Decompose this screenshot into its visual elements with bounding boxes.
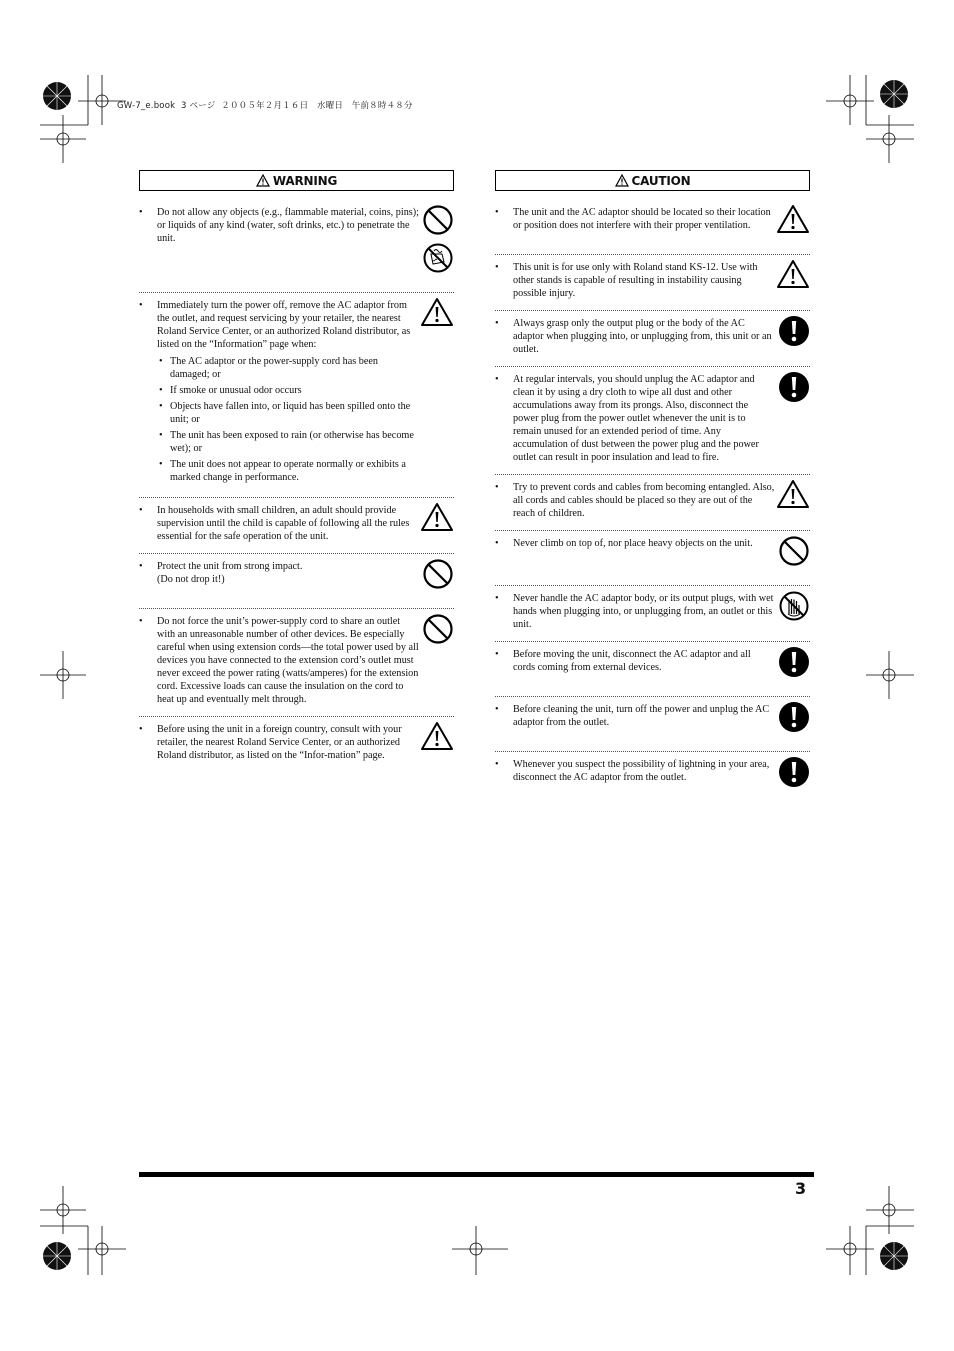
warning-heading-label: WARNING xyxy=(272,173,338,188)
prohibited-icon xyxy=(422,558,454,590)
mandatory-action-icon xyxy=(778,756,810,788)
warning-section xyxy=(139,170,454,772)
warning-subitem: • The AC adaptor or the power-supply cord has been damaged; or xyxy=(157,355,419,381)
caution-item-icons xyxy=(776,204,810,234)
warning-item xyxy=(139,200,454,293)
warning-item-text xyxy=(157,206,419,245)
mandatory-action-icon xyxy=(778,371,810,403)
caution-item-text xyxy=(513,373,775,464)
caution-item-icons xyxy=(776,259,810,289)
warning-heading xyxy=(139,170,454,191)
warning-item-icons xyxy=(422,558,454,590)
warning-subitem: • The unit has been exposed to rain (or otherwise has become wet); or xyxy=(157,429,419,455)
caution-item-text xyxy=(513,206,775,232)
warning-item-icons xyxy=(422,204,454,274)
prohibited-icon xyxy=(778,535,810,567)
caution-item-text xyxy=(513,317,775,356)
caution-item-label: The unit and the AC adaptor should be located so their location or position does not interfere with their proper ventilation. xyxy=(513,207,771,231)
warning-item-text xyxy=(157,504,419,543)
caution-item xyxy=(495,367,810,475)
caution-heading-label: CAUTION xyxy=(631,173,691,188)
warning-item-icons xyxy=(422,613,454,645)
caution-item-label: This unit is for use only with Roland stand KS-12. Use with other stands is capable of resulting in instability causing possible injury. xyxy=(513,262,758,299)
warning-subitem: • The unit does not appear to operate normally or exhibits a marked change in performance. xyxy=(157,458,419,484)
print-header: GW-7_e.book 3 ページ ２００５年２月１６日 水曜日 午前８時４８分 xyxy=(117,101,413,111)
warning-triangle-icon xyxy=(776,479,810,509)
caution-item-text xyxy=(513,703,775,729)
no-wet-hands-icon xyxy=(778,590,810,622)
warning-triangle-icon xyxy=(776,204,810,234)
caution-item xyxy=(495,586,810,642)
caution-item xyxy=(495,752,810,806)
warning-item xyxy=(139,717,454,772)
caution-item-icons xyxy=(778,371,810,403)
caution-section xyxy=(495,170,810,806)
warning-item xyxy=(139,609,454,717)
prohibited-icon xyxy=(422,613,454,645)
caution-item-label: Never handle the AC adaptor body, or its output plugs, with wet hands when plugging into, or unplugging from, an outlet or this unit. xyxy=(513,593,774,630)
caution-item xyxy=(495,255,810,311)
caution-item-icons xyxy=(778,590,810,622)
caution-item-text xyxy=(513,592,775,631)
warning-item-icons xyxy=(420,721,454,751)
caution-item-label: Never climb on top of, nor place heavy objects on the unit. xyxy=(513,538,753,549)
mandatory-action-icon xyxy=(778,315,810,347)
caution-item-label: Before moving the unit, disconnect the AC adaptor and all cords coming from external devices. xyxy=(513,649,751,673)
warning-item-text xyxy=(157,615,419,706)
caution-item-icons xyxy=(778,315,810,347)
caution-list xyxy=(495,200,810,806)
caution-item-label: Before cleaning the unit, turn off the power and unplug the AC adaptor from the outlet. xyxy=(513,704,770,728)
mandatory-action-icon xyxy=(778,701,810,733)
caution-item xyxy=(495,200,810,255)
warning-item-text xyxy=(157,560,419,586)
warning-triangle-icon xyxy=(420,297,454,327)
warning-item-label: Do not force the unit’s power-supply cord to share an outlet with an unreasonable number of other devices. Be especially careful when using extension cords—the total power used by all devices you have connected to the extension cord’s outlet must never exceed the power rating (watts/amperes) for the extension cord. Excessive loads can cause the insulation on the cord to heat up and eventually melt through. xyxy=(157,616,419,705)
caution-item-label: Always grasp only the output plug or the body of the AC adaptor when plugging into, or unplugging from, this unit or an outlet. xyxy=(513,318,772,355)
warning-triangle-icon xyxy=(420,721,454,751)
warning-triangle-icon xyxy=(256,174,270,187)
warning-subitem: • If smoke or unusual odor occurs xyxy=(157,384,419,397)
warning-triangle-icon xyxy=(615,174,629,187)
caution-item-icons xyxy=(778,646,810,678)
caution-item-text xyxy=(513,481,775,520)
mandatory-action-icon xyxy=(778,646,810,678)
caution-item xyxy=(495,531,810,586)
caution-item-icons xyxy=(778,756,810,788)
do-not-disassemble-icon xyxy=(422,242,454,274)
warning-item-label: In households with small children, an adult should provide supervision until the child is capable of following all the rules essential for the safe operation of the unit. xyxy=(157,505,410,542)
warning-item xyxy=(139,554,454,609)
warning-item xyxy=(139,293,454,498)
caution-item-text xyxy=(513,537,775,550)
warning-item-label: Do not allow any objects (e.g., flammable material, coins, pins); or liquids of any kind (water, soft drinks, etc.) to penetrate the unit. xyxy=(157,207,419,244)
warning-list xyxy=(139,200,454,772)
caution-item-icons xyxy=(778,535,810,567)
caution-item-icons xyxy=(778,701,810,733)
prohibited-icon xyxy=(422,204,454,236)
warning-triangle-icon xyxy=(776,259,810,289)
caution-item xyxy=(495,642,810,697)
caution-item xyxy=(495,697,810,752)
caution-item-icons xyxy=(776,479,810,509)
caution-item-text xyxy=(513,261,775,300)
caution-item-text xyxy=(513,758,775,784)
warning-item-icons xyxy=(420,502,454,532)
caution-item-label: Whenever you suspect the possibility of lightning in your area, disconnect the AC adaptor from the outlet. xyxy=(513,759,770,783)
caution-item-label: At regular intervals, you should unplug the AC adaptor and clean it by using a dry cloth to wipe all dust and other accumulations away from its prongs. Also, disconnect the power plug from the power outlet whenever the unit is to remain unused for an extended period of time. Any accumulation of dust between the power plug and the power outlet can result in poor insulation and lead to fire. xyxy=(513,374,759,463)
warning-item-label: Protect the unit from strong impact. (Do not drop it!) xyxy=(157,561,303,585)
caution-item-label: Try to prevent cords and cables from becoming entangled. Also, all cords and cables should be placed so they are out of the reach of children. xyxy=(513,482,775,519)
page-number: 3 xyxy=(795,1179,807,1198)
warning-item-text xyxy=(157,299,419,484)
caution-item xyxy=(495,475,810,531)
warning-subitem-list xyxy=(157,355,419,484)
warning-item-label: Before using the unit in a foreign country, consult with your retailer, the nearest Roland Service Center, or an authorized Roland distributor, as listed on the “Infor-mation” page. xyxy=(157,724,402,761)
warning-item-icons xyxy=(420,297,454,327)
caution-item xyxy=(495,311,810,367)
warning-subitem: • Objects have fallen into, or liquid has been spilled onto the unit; or xyxy=(157,400,419,426)
warning-item xyxy=(139,498,454,554)
warning-item-label: Immediately turn the power off, remove the AC adaptor from the outlet, and request servicing by your retailer, the nearest Roland Service Center, or an authorized Roland distributor, as listed on the “Information” page when: xyxy=(157,300,411,350)
warning-triangle-icon xyxy=(420,502,454,532)
footer-rule xyxy=(139,1172,814,1177)
warning-item-text xyxy=(157,723,419,762)
caution-heading xyxy=(495,170,810,191)
caution-item-text xyxy=(513,648,775,674)
